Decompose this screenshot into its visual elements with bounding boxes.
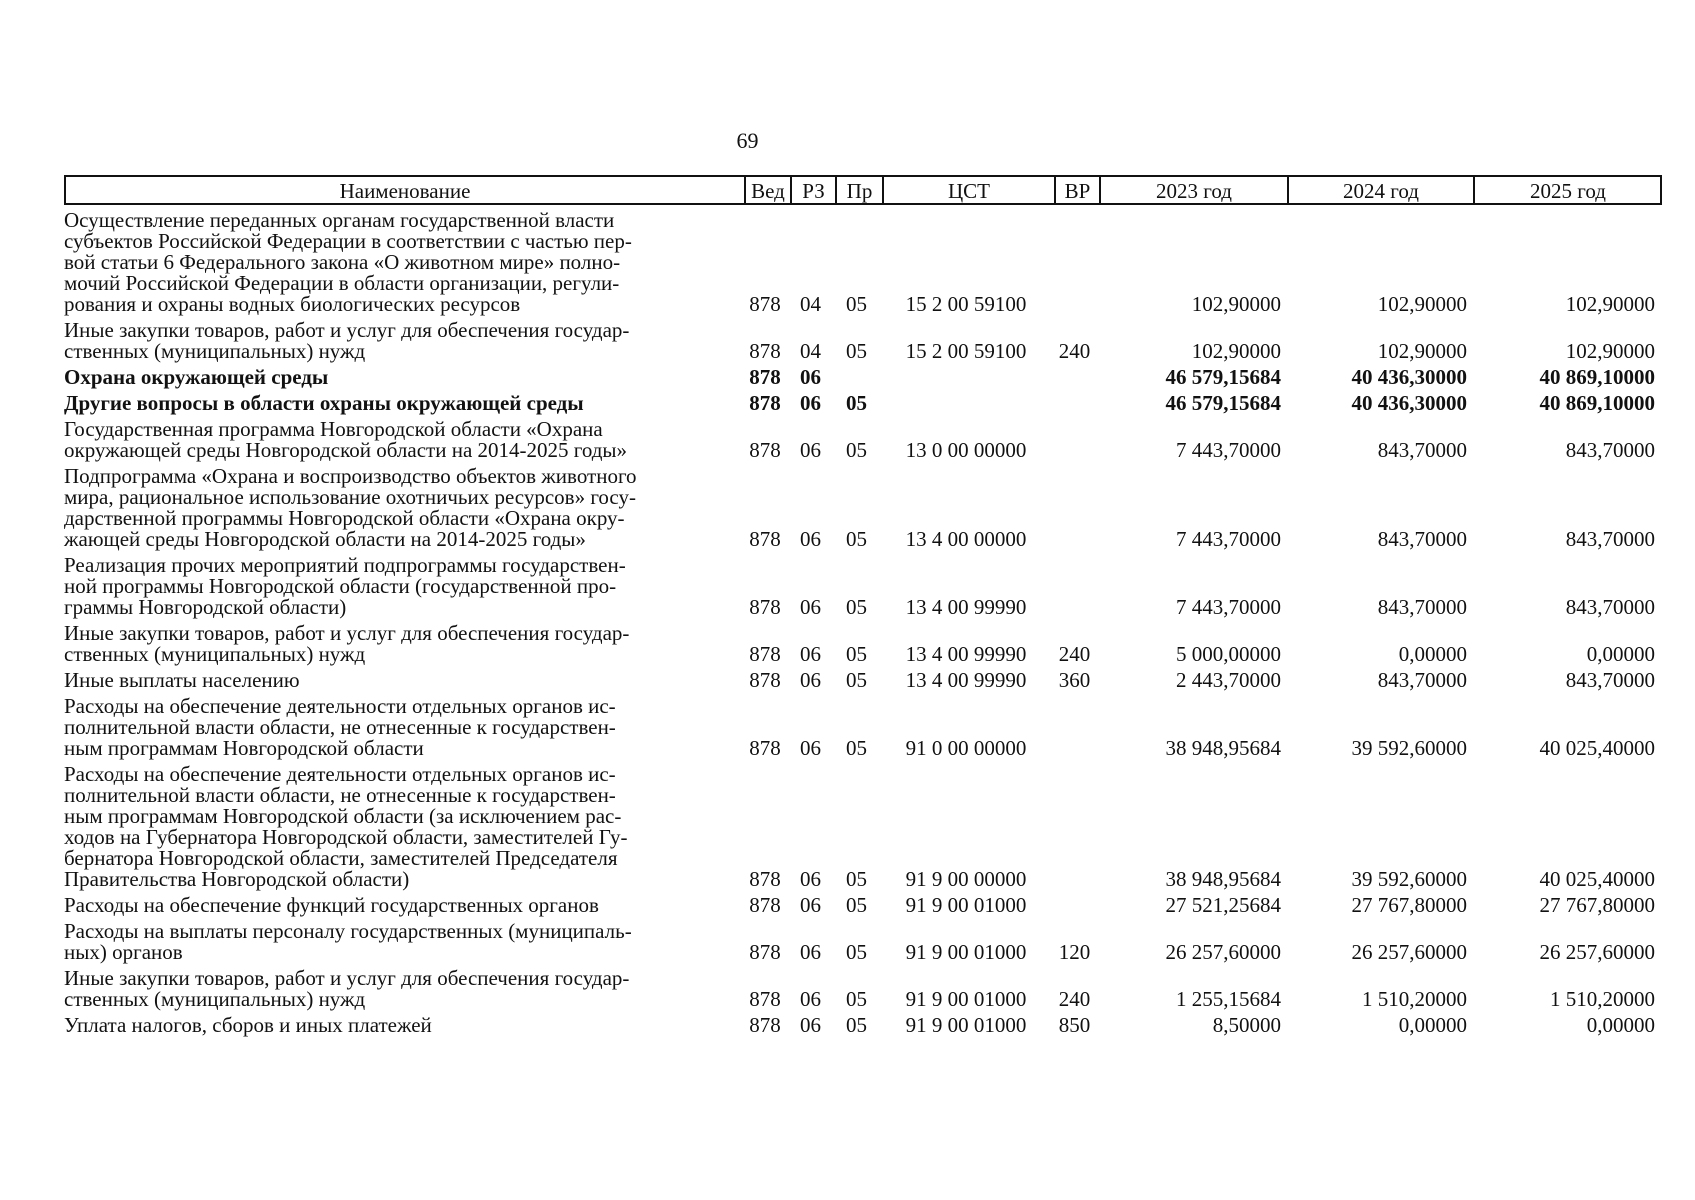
row-ved: 878 bbox=[749, 595, 781, 619]
row-name: Расходы на обеспечение деятельности отдельных органов ис- полнительной власти области, не отнесенные к государствен- ным программам Новгородской области bbox=[64, 694, 616, 760]
row-2025: 40 025,40000 bbox=[1539, 867, 1655, 891]
row-2023: 7 443,70000 bbox=[1176, 438, 1281, 462]
row-name: Расходы на выплаты персоналу государственных (муниципаль- ных) органов bbox=[64, 919, 632, 964]
header-vr: ВР bbox=[1054, 177, 1099, 205]
row-pr: 05 bbox=[846, 595, 867, 619]
row-2024: 843,70000 bbox=[1377, 595, 1467, 619]
row-rz: 06 bbox=[800, 527, 821, 551]
row-2023: 26 257,60000 bbox=[1165, 940, 1281, 964]
row-rz: 04 bbox=[800, 292, 821, 316]
row-cst: 91 9 00 01000 bbox=[905, 893, 1027, 917]
row-name: Иные выплаты населению bbox=[64, 668, 300, 692]
row-ved: 878 bbox=[749, 940, 781, 964]
table-row bbox=[64, 466, 1662, 550]
table-row bbox=[64, 419, 1662, 461]
row-vr: 240 bbox=[1058, 642, 1091, 666]
row-rz: 04 bbox=[800, 339, 821, 363]
row-2025: 40 869,10000 bbox=[1539, 391, 1655, 415]
row-2024: 26 257,60000 bbox=[1351, 940, 1467, 964]
row-rz: 06 bbox=[800, 595, 821, 619]
table-row bbox=[64, 968, 1662, 1010]
row-2023: 38 948,95684 bbox=[1165, 867, 1281, 891]
row-pr: 05 bbox=[846, 391, 867, 415]
table-row bbox=[64, 210, 1662, 315]
row-2025: 26 257,60000 bbox=[1539, 940, 1655, 964]
table-row bbox=[64, 764, 1662, 890]
row-2023: 5 000,00000 bbox=[1176, 642, 1281, 666]
row-pr: 05 bbox=[846, 527, 867, 551]
row-2024: 39 592,60000 bbox=[1351, 867, 1467, 891]
row-cst: 13 4 00 99990 bbox=[905, 595, 1027, 619]
row-rz: 06 bbox=[800, 867, 821, 891]
row-2023: 46 579,15684 bbox=[1165, 365, 1281, 389]
row-2024: 0,00000 bbox=[1398, 642, 1467, 666]
row-ved: 878 bbox=[749, 339, 781, 363]
table-row bbox=[64, 367, 1662, 388]
row-cst: 13 0 00 00000 bbox=[905, 438, 1027, 462]
row-name: Уплата налогов, сборов и иных платежей bbox=[64, 1013, 432, 1037]
row-vr: 850 bbox=[1058, 1013, 1091, 1037]
row-ved: 878 bbox=[749, 987, 781, 1011]
row-cst: 13 4 00 00000 bbox=[905, 527, 1027, 551]
page-number: 69 bbox=[736, 128, 759, 153]
row-2023: 38 948,95684 bbox=[1165, 736, 1281, 760]
row-pr: 05 bbox=[846, 292, 867, 316]
row-2024: 102,90000 bbox=[1377, 339, 1467, 363]
row-vr: 240 bbox=[1058, 987, 1091, 1011]
row-cst: 15 2 00 59100 bbox=[905, 292, 1027, 316]
row-2025: 40 869,10000 bbox=[1539, 365, 1655, 389]
row-ved: 878 bbox=[749, 867, 781, 891]
row-name: Государственная программа Новгородской области «Охрана окружающей среды Новгородской области на 2014-2025 годы» bbox=[64, 417, 628, 462]
budget-table bbox=[64, 175, 1662, 1036]
row-rz: 06 bbox=[800, 940, 821, 964]
row-name: Другие вопросы в области охраны окружающей среды bbox=[64, 391, 584, 415]
row-cst: 91 0 00 00000 bbox=[905, 736, 1027, 760]
row-cst: 13 4 00 99990 bbox=[905, 668, 1027, 692]
row-2023: 1 255,15684 bbox=[1176, 987, 1281, 1011]
row-2024: 843,70000 bbox=[1377, 527, 1467, 551]
row-rz: 06 bbox=[800, 987, 821, 1011]
row-vr: 360 bbox=[1058, 668, 1091, 692]
row-ved: 878 bbox=[749, 642, 781, 666]
row-cst: 15 2 00 59100 bbox=[905, 339, 1027, 363]
header-pr: Пр bbox=[835, 177, 882, 205]
row-name: Охрана окружающей среды bbox=[64, 365, 329, 389]
row-pr: 05 bbox=[846, 987, 867, 1011]
row-name: Осуществление переданных органам государственной власти субъектов Российской Федерации в соответствии с частью пер- вой статьи 6 Федерального закона «О животном мире» полно- мочий Российской Федерации в области организации, регули- рования и охраны водных биологических ресурсов bbox=[64, 208, 632, 316]
row-2025: 843,70000 bbox=[1565, 668, 1655, 692]
row-name: Реализация прочих мероприятий подпрограммы государствен- ной программы Новгородской области (государственной про- граммы Новгородской области) bbox=[64, 553, 626, 619]
header-name: Наименование bbox=[339, 179, 471, 203]
header-2025: 2025 год bbox=[1473, 177, 1661, 205]
header-ved: Вед bbox=[744, 177, 790, 205]
row-2023: 8,50000 bbox=[1212, 1013, 1281, 1037]
row-2025: 0,00000 bbox=[1586, 642, 1655, 666]
row-2024: 0,00000 bbox=[1398, 1013, 1467, 1037]
row-ved: 878 bbox=[749, 736, 781, 760]
row-cst: 91 9 00 01000 bbox=[905, 1013, 1027, 1037]
row-2025: 0,00000 bbox=[1586, 1013, 1655, 1037]
row-name: Расходы на обеспечение функций государственных органов bbox=[64, 893, 599, 917]
row-2025: 102,90000 bbox=[1565, 292, 1655, 316]
table-row bbox=[64, 555, 1662, 618]
row-2024: 843,70000 bbox=[1377, 438, 1467, 462]
row-2025: 40 025,40000 bbox=[1539, 736, 1655, 760]
row-2023: 7 443,70000 bbox=[1176, 595, 1281, 619]
row-rz: 06 bbox=[800, 391, 821, 415]
row-cst: 13 4 00 99990 bbox=[905, 642, 1027, 666]
row-2023: 2 443,70000 bbox=[1176, 668, 1281, 692]
row-2024: 39 592,60000 bbox=[1351, 736, 1467, 760]
row-ved: 878 bbox=[749, 365, 781, 389]
row-2023: 27 521,25684 bbox=[1165, 893, 1281, 917]
row-rz: 06 bbox=[800, 438, 821, 462]
row-2023: 46 579,15684 bbox=[1165, 391, 1281, 415]
row-pr: 05 bbox=[846, 867, 867, 891]
header-rz: РЗ bbox=[790, 177, 835, 205]
row-ved: 878 bbox=[749, 438, 781, 462]
row-2025: 27 767,80000 bbox=[1539, 893, 1655, 917]
row-2025: 843,70000 bbox=[1565, 595, 1655, 619]
header-2023: 2023 год bbox=[1099, 177, 1287, 205]
table-row bbox=[64, 921, 1662, 963]
row-2024: 40 436,30000 bbox=[1351, 365, 1467, 389]
table-row bbox=[64, 393, 1662, 414]
row-2023: 102,90000 bbox=[1191, 339, 1281, 363]
row-2025: 843,70000 bbox=[1565, 527, 1655, 551]
row-ved: 878 bbox=[749, 292, 781, 316]
row-rz: 06 bbox=[800, 736, 821, 760]
table-header bbox=[64, 175, 1662, 205]
row-cst: 91 9 00 01000 bbox=[905, 987, 1027, 1011]
row-2025: 843,70000 bbox=[1565, 438, 1655, 462]
table-row bbox=[64, 1015, 1662, 1036]
row-pr: 05 bbox=[846, 339, 867, 363]
row-ved: 878 bbox=[749, 391, 781, 415]
row-rz: 06 bbox=[800, 1013, 821, 1037]
row-2024: 1 510,20000 bbox=[1362, 987, 1467, 1011]
row-name: Иные закупки товаров, работ и услуг для обеспечения государ- ственных (муниципальных) нужд bbox=[64, 621, 630, 666]
row-name: Иные закупки товаров, работ и услуг для обеспечения государ- ственных (муниципальных) нужд bbox=[64, 966, 630, 1011]
row-name: Подпрограмма «Охрана и воспроизводство объектов животного мира, рациональное использование охотничьих ресурсов» госу- дарственной программы Новгородской области «Охрана окру- жающей среды Новгородской области на 2014-2025 годы» bbox=[64, 464, 637, 551]
table-row bbox=[64, 670, 1662, 691]
row-ved: 878 bbox=[749, 893, 781, 917]
row-rz: 06 bbox=[800, 893, 821, 917]
row-cst: 91 9 00 00000 bbox=[905, 867, 1027, 891]
row-pr: 05 bbox=[846, 438, 867, 462]
header-2024: 2024 год bbox=[1287, 177, 1473, 205]
row-2025: 102,90000 bbox=[1565, 339, 1655, 363]
row-ved: 878 bbox=[749, 527, 781, 551]
row-rz: 06 bbox=[800, 365, 821, 389]
row-ved: 878 bbox=[749, 1013, 781, 1037]
row-name: Иные закупки товаров, работ и услуг для обеспечения государ- ственных (муниципальных) нужд bbox=[64, 318, 630, 363]
row-rz: 06 bbox=[800, 642, 821, 666]
row-2023: 102,90000 bbox=[1191, 292, 1281, 316]
row-2025: 1 510,20000 bbox=[1550, 987, 1655, 1011]
row-name: Расходы на обеспечение деятельности отдельных органов ис- полнительной власти области, не отнесенные к государствен- ным программам Новгородской области (за исключением рас- ходов на Губернатора Новгородской области, заместителей Гу- бернатора Новгородской области, заместителей Председателя Правительства Новгородской области) bbox=[64, 762, 628, 891]
table-body bbox=[64, 210, 1662, 1036]
row-2023: 7 443,70000 bbox=[1176, 527, 1281, 551]
row-2024: 843,70000 bbox=[1377, 668, 1467, 692]
row-pr: 05 bbox=[846, 736, 867, 760]
table-row bbox=[64, 696, 1662, 759]
row-pr: 05 bbox=[846, 893, 867, 917]
row-pr: 05 bbox=[846, 668, 867, 692]
row-2024: 27 767,80000 bbox=[1351, 893, 1467, 917]
row-cst: 91 9 00 01000 bbox=[905, 940, 1027, 964]
row-rz: 06 bbox=[800, 668, 821, 692]
row-pr: 05 bbox=[846, 1013, 867, 1037]
header-cst: ЦСТ bbox=[882, 177, 1054, 205]
row-pr: 05 bbox=[846, 642, 867, 666]
row-pr: 05 bbox=[846, 940, 867, 964]
row-ved: 878 bbox=[749, 668, 781, 692]
row-vr: 120 bbox=[1058, 940, 1091, 964]
row-vr: 240 bbox=[1058, 339, 1091, 363]
table-row bbox=[64, 320, 1662, 362]
row-2024: 40 436,30000 bbox=[1351, 391, 1467, 415]
row-2024: 102,90000 bbox=[1377, 292, 1467, 316]
table-row bbox=[64, 895, 1662, 916]
table-row bbox=[64, 623, 1662, 665]
